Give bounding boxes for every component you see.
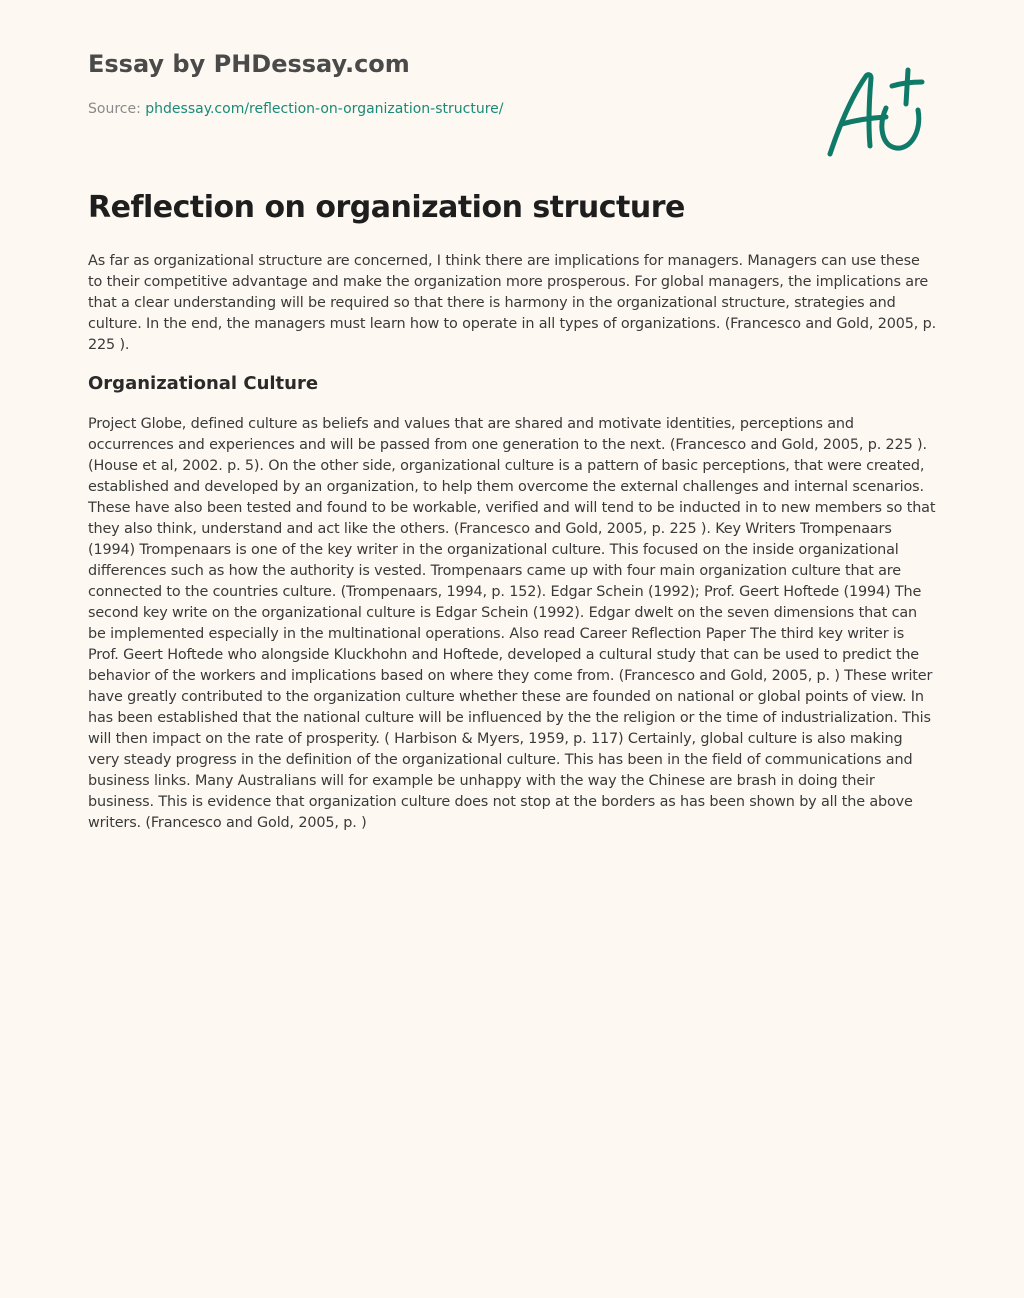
section-paragraph: Project Globe, defined culture as beliefs and values that are shared and motivate identities, perceptions and occurrences and experiences and will be passed from one generation to the next. (Francesco and Gold, 2005, p. 225 ). (House et al, 2002. p. 5). On the other side, organizational culture is a pattern of basic perceptions, that were created, established and developed by an organization, to help them overcome the external challenges and internal scenarios. These have also been tested and found to be workable, verified and will tend to be inducted in to new members so that they also think, understand and act like the others. (Francesco and Gold, 2005, p. 225 ). Key Writers Trompenaars (1994) Trompenaars is one of the key writer in the organizational culture. This focused on the inside organizational differences such as how the authority is vested. Trompenaars came up with four main organization culture that are connected to the countries culture. (Trompenaars, 1994, p. 152). Edgar Schein (1992); Prof. Geert Hoftede (1994) The second key write on the organizational culture is Edgar Schein (1992). Edgar dwelt on the seven dimensions that can be implemented especially in the multinational operations. Also read Career Reflection Paper The third key writer is Prof. Geert Hoftede who alongside Kluckhohn and Hoftede, developed a cultural study that can be used to predict the behavior of the workers and implications based on where they come from. (Francesco and Gold, 2005, p. ) These writer have greatly contributed to the organization culture whether these are founded on national or global points of view. In has been established that the national culture will be influenced by the the religion or the time of industrialization. This will then impact on the rate of prosperity. ( Harbison & Myers, 1959, p. 117) Certainly, global culture is also making very steady progress in the definition of the organizational culture. This has been in the field of communications and business links. Many Australians will for example be unhappy with the way the Chinese are brash in doing their business. This is evidence that organization culture does not stop at the borders as has been shown by all the above writers. (Francesco and Gold, 2005, p. ) [88,416,936,831]
source-line [88,101,503,117]
essay-title: Reflection on organization structure [88,190,685,225]
source-label: Source: [88,101,146,117]
source-link[interactable]: phdessay.com/reflection-on-organization-structure/ [145,101,504,117]
section-heading: Organizational Culture [88,373,319,394]
site-title: Essay by PHDessay.com [88,50,410,78]
a-plus-logo [826,62,930,162]
a-plus-logo-icon [826,62,930,162]
intro-paragraph: As far as organizational structure are concerned, I think there are implications for managers. Managers can use these to their competitive advantage and make the organization more prosperous. For global managers, the implications are that a clear understanding will be required so that there is harmony in the organizational structure, strategies and culture. In the end, the managers must learn how to operate in all types of organizations. (Francesco and Gold, 2005, p. 225 ). [88,253,936,353]
